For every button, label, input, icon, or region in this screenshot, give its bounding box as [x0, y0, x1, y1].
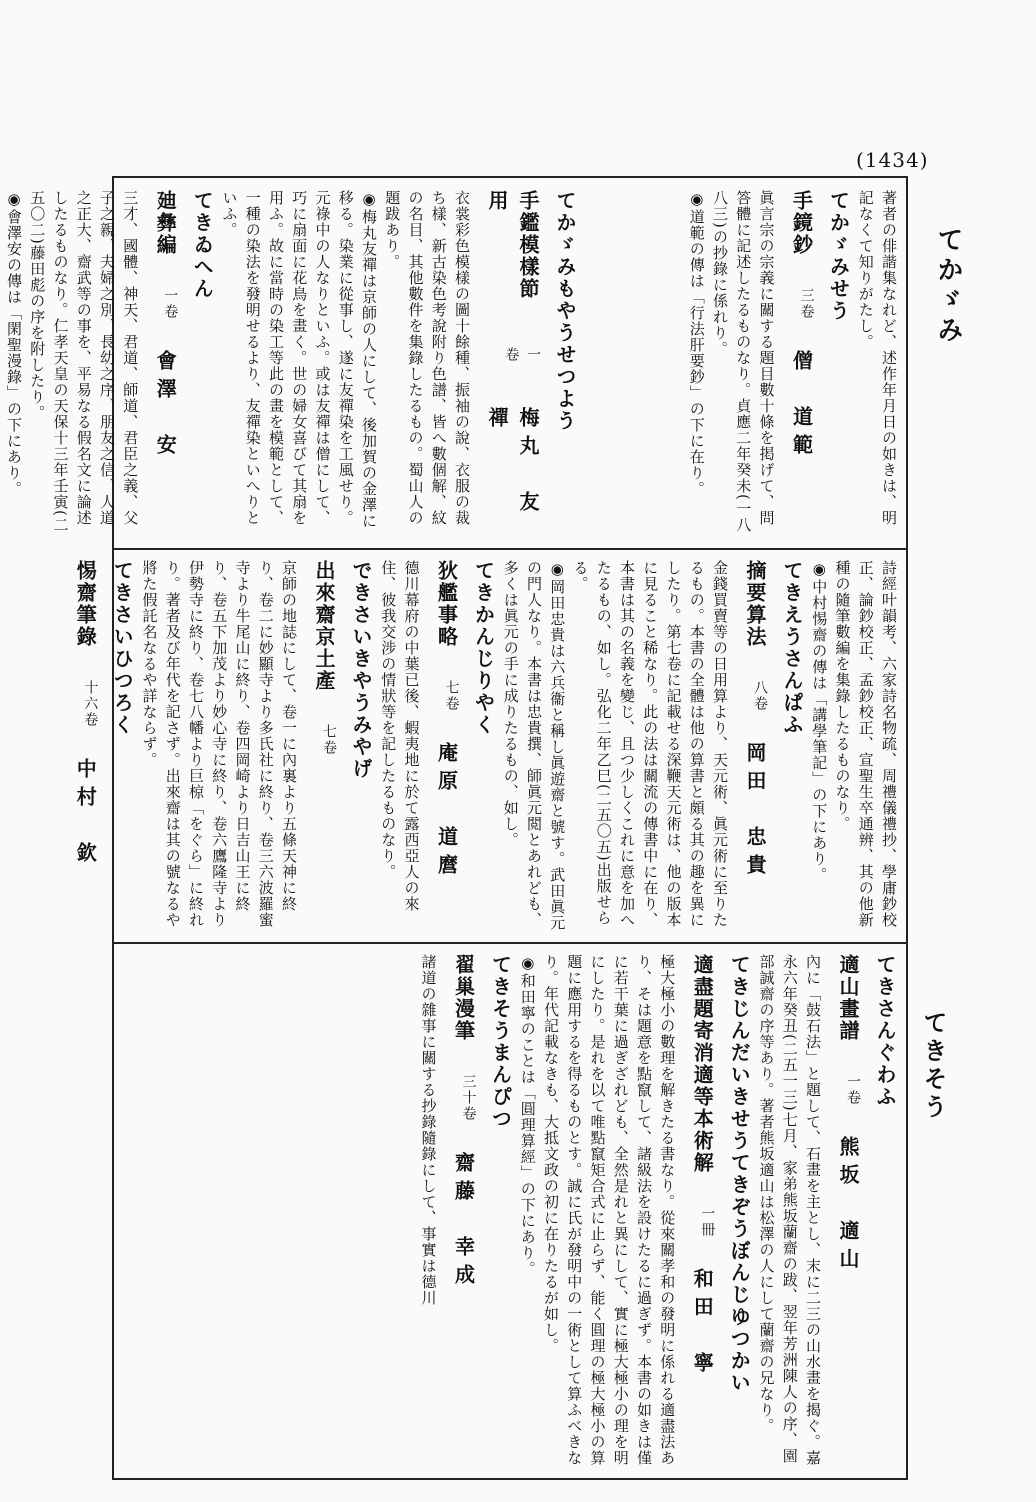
entry-title: 出來齋京土產: [312, 560, 336, 692]
entry-title-line: [832, 954, 863, 1472]
entry-note: ◉和田寧のことは「圓理算經」の下にあり。: [518, 954, 537, 1277]
entry-author: 庵原 道麿: [434, 742, 459, 882]
entry-text: 三才、國體、神天、君道、師道、君臣之義、父子之親、夫婦之別、長幼之序、朋友之信、人道之正大、齋武等の事を、平易なる假名文に論述したるものなり。仁孝天皇の天保十三年壬寅(二五〇二)藤田彪の序を附したり。: [28, 190, 140, 533]
entry-volumes: 三十卷: [460, 1074, 477, 1122]
entry-title-line: [786, 190, 817, 540]
entry-reading: できさいきやうみやげ: [349, 560, 373, 780]
entry-title-line: [739, 560, 770, 936]
entry-reading: てきじんだいきせうてきぞうぼんじゆつかい: [727, 954, 752, 1394]
top-band-middle: [5, 190, 580, 540]
entry-note: ◉梅丸友禪は京師の人にして、後加賀の金澤に移る。染業に從事し、遂に友禪染を工風せり。元祿中の人なりといふ。或は友禪は僧にして、巧に扇面に花鳥を畫く。世の婦女喜びて其扇を用ふ。故に當時の染工等此の畫を模範として、一種の染法を發明せるより、友禪染といへりといふ。: [220, 190, 378, 529]
top-band-right: [580, 190, 900, 540]
entry-volumes: 一卷: [503, 347, 541, 364]
entry-volumes: 十六卷: [82, 680, 99, 728]
entry-text: 德川幕府の中葉已後、蝦夷地に於て露西亞人の來住、彼我交涉の情狀等を記したるものなり。: [379, 560, 421, 912]
entry-volumes: 三卷: [798, 288, 815, 320]
entry-text: 諸道の雜事に關する抄錄隨錄にして、事實は德川: [419, 954, 438, 1306]
entry-title-line: [149, 190, 180, 540]
middle-band: [73, 560, 900, 936]
entry-title: 廸彝編: [153, 190, 178, 256]
entry-volumes: 七卷: [321, 724, 337, 756]
running-header-left: てきそう: [919, 1010, 947, 1122]
entry-reading: てきえうさんぱふ: [780, 560, 804, 736]
entry-title-line: [686, 954, 717, 1472]
entry-note: ◉會澤安の傳は「閑聖漫錄」の下にあり。: [5, 190, 23, 497]
entry-title-line: [69, 560, 100, 936]
band-divider-bottom: [112, 942, 908, 944]
entry-reading: てきかんじりやく: [471, 560, 496, 736]
entry-note: ◉岡田忠貴は六兵衞と稱し眞遊齋と號す。武田眞元の門人なり。本書は忠貴撰、師眞元閲とあれども、多くは眞元の手に成りたるもの、如し。: [501, 560, 567, 931]
entry-author: 和田 寧: [690, 1268, 715, 1380]
running-header-right: てかゞみ: [933, 226, 963, 346]
entry-author: 熊坂 適山: [836, 1136, 860, 1276]
entry-note: ◉道範の傳は「行法肝要鈔」の下に在り。: [687, 190, 706, 497]
entry-text: 內に「鼓石法」と題して、石畫を主とし、末に二三の山水畫を揭ぐ。嘉永六年癸丑(二五一三)七月、家弟熊坂蘭齋の跋、翌年芳洲陳人の序、園部誠齋の序等あり。著者熊坂適山は松澤の人にして蘭齋の兄なり。: [757, 954, 822, 1466]
entry-title-line: [448, 954, 479, 1472]
entry-volumes: 一卷: [162, 288, 179, 320]
entry-title: 摘要算法: [743, 560, 767, 648]
entry-reading: てきさいひつろく: [110, 560, 135, 736]
entry-title-line: [308, 560, 339, 936]
page-number: (1434): [856, 148, 929, 172]
entry-title: 適山畫譜: [836, 954, 860, 1042]
entry-volumes: 八卷: [752, 680, 768, 712]
entry-author: 會澤 安: [153, 350, 178, 462]
entry-title-line: [431, 560, 462, 936]
entry-volumes: 一卷: [845, 1074, 861, 1106]
entry-text: 眞言宗の宗義に關する題目數十條を掲げて、問答體に記述したるものなり。貞應二年癸未(一八八三)の抄錄に係れり。: [711, 190, 776, 533]
entry-reading: てきゐへん: [190, 190, 215, 300]
entry-reading: てかゞみもやうせつよう: [553, 190, 577, 432]
bottom-band: [120, 954, 900, 1472]
entry-reading: てかゞみせう: [826, 190, 851, 322]
entry-text: 金錢買賣等の日用算より、天元術、眞元術に至りたるもの。本書の全體は他の算書と頗る其の趣を異にしたり。第七卷に記載せる深鞭天元術は、他の版本に見ること稀なり。此の法は關流の傳書中に在り、本書は其の名義を變じ、且つ少しくこれに意を加へたるもの、如し。弘化二年乙巳(二五〇五)出版せらる。: [571, 560, 729, 928]
entry-author: 齋藤 幸成: [451, 1152, 476, 1292]
entry-volumes: 七卷: [443, 680, 460, 712]
entry-title: 手鑑模樣節用: [485, 190, 540, 300]
entry-title-line: [481, 190, 543, 540]
entry-author: 梅丸 友禪: [485, 407, 540, 520]
entry-title: 適盡題寄消適等本術解: [690, 954, 715, 1174]
continuation-text: 著者の俳諧集なれど、述作年月日の如きは、明記なくて知りがたし。: [856, 190, 898, 526]
band-divider-top: [112, 548, 908, 550]
entry-text: 極大極小の數理を解きたる書なり。從來關孝和の發明に係れる適盡法あり、そは題意を點竄して、諸級法を設けたるに過ぎず。本書の如きは僅に若干葉に過ぎざれども、全然是れと異にして、實に極大極小の理を明にしたり。是れを以て唯點竄矩合式に止らず、能く圓理の極大極小の算題に應用するを得るものとす。誠に氏が發明中の一術として算ふべきなり。年代記載なきも、大抵文政の初に在りたるが如し。: [542, 954, 677, 1466]
entry-title: 手鏡鈔: [789, 190, 814, 256]
entry-volumes: 一冊: [699, 1206, 716, 1238]
entry-text: 衣裳彩色模樣の圖十餘種、振袖の說、衣服の裁ち樣、新古染色考說附り色譜、皆へ數個解、紋の名目、其他數件を集錄したるもの。蜀山人の題跋あり。: [383, 190, 471, 526]
entry-title: 惕齋筆錄: [73, 560, 98, 648]
entry-text: 京師の地誌にして、卷一に內裏より五條天神に終り、卷二に妙顯寺より多氏社に終り、卷三六波羅蜜寺より牛尾山に終り、卷四岡崎より日吉山王に終り、卷五下加茂より妙心寺に終り、卷六鷹隆寺より伊勢寺に終り、卷七八幡より巨椋「をぐら」に終れり。著者及び年代を記さず。出來齋は其の號なるや將た假託名なるや詳ならず。: [140, 560, 298, 928]
entry-text: 詩經叶韻考、六家詩名物疏、周禮儀禮抄、學庸鈔校正、論鈔校正、孟鈔校正、宣聖生卒通辨、其の他新種の隨筆數編を集錄したるものなり。: [833, 560, 898, 928]
entry-author: 僧 道範: [789, 350, 814, 462]
entry-title: 狄艦事略: [434, 560, 459, 648]
entry-author: 岡田 忠貴: [743, 742, 767, 882]
entry-title: 翟巢漫筆: [451, 954, 476, 1042]
entry-reading: てきそうまんぴつ: [488, 954, 513, 1130]
entry-note: ◉中村惕齋の傳は「講學筆記」の下にあり。: [810, 560, 829, 883]
entry-reading: てきさんぐわふ: [873, 954, 897, 1108]
entry-author: 中村 欽: [73, 758, 98, 870]
